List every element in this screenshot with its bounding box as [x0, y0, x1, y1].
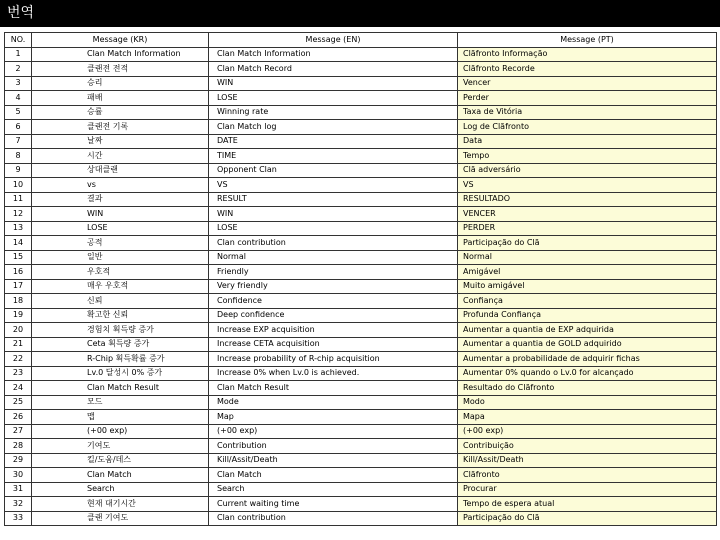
cell-en: Current waiting time [209, 497, 458, 512]
page-title: 번역 [0, 0, 720, 27]
cell-kr: 클랜 기여도 [32, 511, 209, 526]
cell-no: 21 [5, 337, 32, 352]
cell-pt: VENCER [458, 207, 717, 222]
cell-en: Normal [209, 250, 458, 265]
cell-en: Increase probability of R-chip acquisition [209, 352, 458, 367]
cell-pt: (+00 exp) [458, 424, 717, 439]
cell-kr: 승리 [32, 76, 209, 91]
cell-no: 4 [5, 91, 32, 106]
cell-no: 23 [5, 366, 32, 381]
table-row [5, 511, 717, 526]
cell-pt: Vencer [458, 76, 717, 91]
table-row [5, 294, 717, 309]
cell-no: 30 [5, 468, 32, 483]
table-row [5, 265, 717, 280]
table-row [5, 236, 717, 251]
cell-en: Contribution [209, 439, 458, 454]
cell-kr: Clan Match [32, 468, 209, 483]
cell-pt: Perder [458, 91, 717, 106]
cell-en: Increase 0% when Lv.0 is achieved. [209, 366, 458, 381]
cell-no: 17 [5, 279, 32, 294]
cell-no: 19 [5, 308, 32, 323]
cell-no: 7 [5, 134, 32, 149]
cell-kr: 패배 [32, 91, 209, 106]
column-header-no: NO. [5, 33, 32, 48]
cell-no: 26 [5, 410, 32, 425]
cell-kr: Clan Match Result [32, 381, 209, 396]
cell-en: RESULT [209, 192, 458, 207]
cell-kr: Ceta 획득량 증가 [32, 337, 209, 352]
cell-en: Clan Match Result [209, 381, 458, 396]
table-row [5, 91, 717, 106]
table-row [5, 468, 717, 483]
cell-en: Opponent Clan [209, 163, 458, 178]
cell-no: 22 [5, 352, 32, 367]
table-row [5, 482, 717, 497]
cell-pt: Clã adversário [458, 163, 717, 178]
table-row [5, 410, 717, 425]
cell-en: Winning rate [209, 105, 458, 120]
table-row [5, 381, 717, 396]
table-row [5, 207, 717, 222]
cell-en: Very friendly [209, 279, 458, 294]
cell-kr: 승률 [32, 105, 209, 120]
cell-pt: Aumentar 0% quando o Lv.0 for alcançado [458, 366, 717, 381]
cell-pt: Modo [458, 395, 717, 410]
column-header-pt: Message (PT) [458, 33, 717, 48]
cell-en: TIME [209, 149, 458, 164]
table-row [5, 323, 717, 338]
cell-kr: 상대클랜 [32, 163, 209, 178]
table-row [5, 424, 717, 439]
table-row [5, 250, 717, 265]
cell-no: 24 [5, 381, 32, 396]
cell-en: Clan contribution [209, 511, 458, 526]
table-row [5, 178, 717, 193]
column-header-en: Message (EN) [209, 33, 458, 48]
cell-no: 12 [5, 207, 32, 222]
cell-kr: R-Chip 획득확률 증가 [32, 352, 209, 367]
table-row [5, 134, 717, 149]
table-row [5, 337, 717, 352]
cell-kr: 확고한 신뢰 [32, 308, 209, 323]
table-row [5, 105, 717, 120]
table-row [5, 62, 717, 77]
cell-kr: vs [32, 178, 209, 193]
cell-no: 29 [5, 453, 32, 468]
cell-kr: 시간 [32, 149, 209, 164]
cell-kr: (+00 exp) [32, 424, 209, 439]
cell-pt: Tempo [458, 149, 717, 164]
cell-en: DATE [209, 134, 458, 149]
cell-pt: Kill/Assit/Death [458, 453, 717, 468]
table-row [5, 352, 717, 367]
cell-no: 18 [5, 294, 32, 309]
cell-no: 32 [5, 497, 32, 512]
cell-kr: 경험치 획득량 증가 [32, 323, 209, 338]
cell-kr: Clan Match Information [32, 47, 209, 62]
cell-en: Clan Match Information [209, 47, 458, 62]
cell-kr: 클랜전 기록 [32, 120, 209, 135]
cell-pt: Tempo de espera atual [458, 497, 717, 512]
cell-pt: RESULTADO [458, 192, 717, 207]
table-row [5, 308, 717, 323]
cell-no: 10 [5, 178, 32, 193]
table-row [5, 453, 717, 468]
cell-pt: Data [458, 134, 717, 149]
cell-en: Increase CETA acquisition [209, 337, 458, 352]
cell-pt: Taxa de Vitória [458, 105, 717, 120]
cell-pt: Procurar [458, 482, 717, 497]
cell-en: Friendly [209, 265, 458, 280]
table-row [5, 221, 717, 236]
cell-kr: 매우 우호적 [32, 279, 209, 294]
cell-en: Increase EXP acquisition [209, 323, 458, 338]
table-row [5, 439, 717, 454]
cell-en: Deep confidence [209, 308, 458, 323]
cell-kr: WIN [32, 207, 209, 222]
cell-en: (+00 exp) [209, 424, 458, 439]
cell-no: 14 [5, 236, 32, 251]
cell-kr: 일반 [32, 250, 209, 265]
table-row [5, 120, 717, 135]
cell-pt: VS [458, 178, 717, 193]
cell-pt: Clãfronto Informação [458, 47, 717, 62]
cell-en: Clan Match log [209, 120, 458, 135]
cell-pt: Mapa [458, 410, 717, 425]
cell-no: 20 [5, 323, 32, 338]
cell-no: 27 [5, 424, 32, 439]
cell-pt: Participação do Clã [458, 236, 717, 251]
cell-kr: 현재 대기시간 [32, 497, 209, 512]
cell-no: 15 [5, 250, 32, 265]
cell-no: 25 [5, 395, 32, 410]
cell-en: LOSE [209, 91, 458, 106]
cell-pt: Amigável [458, 265, 717, 280]
cell-no: 8 [5, 149, 32, 164]
cell-en: WIN [209, 76, 458, 91]
cell-en: Clan Match [209, 468, 458, 483]
cell-en: Map [209, 410, 458, 425]
cell-en: WIN [209, 207, 458, 222]
cell-pt: Confiança [458, 294, 717, 309]
cell-en: Kill/Assit/Death [209, 453, 458, 468]
table-row [5, 192, 717, 207]
cell-kr: LOSE [32, 221, 209, 236]
cell-pt: Aumentar a probabilidade de adquirir fichas [458, 352, 717, 367]
cell-en: VS [209, 178, 458, 193]
cell-kr: 맵 [32, 410, 209, 425]
cell-no: 31 [5, 482, 32, 497]
cell-kr: 킬/도움/데스 [32, 453, 209, 468]
table-header-row [5, 33, 717, 48]
cell-no: 1 [5, 47, 32, 62]
cell-no: 2 [5, 62, 32, 77]
cell-en: Clan contribution [209, 236, 458, 251]
cell-kr: 기여도 [32, 439, 209, 454]
cell-no: 11 [5, 192, 32, 207]
cell-kr: 공적 [32, 236, 209, 251]
cell-pt: PERDER [458, 221, 717, 236]
cell-kr: 모드 [32, 395, 209, 410]
cell-no: 3 [5, 76, 32, 91]
cell-pt: Participação do Clã [458, 511, 717, 526]
table-row [5, 279, 717, 294]
cell-pt: Clãfronto [458, 468, 717, 483]
cell-en: Clan Match Record [209, 62, 458, 77]
cell-no: 28 [5, 439, 32, 454]
translation-table [4, 32, 717, 526]
cell-pt: Normal [458, 250, 717, 265]
cell-kr: 신뢰 [32, 294, 209, 309]
cell-kr: Lv.0 달성시 0% 증가 [32, 366, 209, 381]
cell-no: 13 [5, 221, 32, 236]
table-row [5, 366, 717, 381]
cell-no: 5 [5, 105, 32, 120]
cell-no: 6 [5, 120, 32, 135]
table-row [5, 163, 717, 178]
cell-pt: Contribuição [458, 439, 717, 454]
cell-no: 16 [5, 265, 32, 280]
cell-no: 33 [5, 511, 32, 526]
cell-pt: Profunda Confiança [458, 308, 717, 323]
table-row [5, 47, 717, 62]
cell-en: LOSE [209, 221, 458, 236]
table-row [5, 395, 717, 410]
cell-kr: 클랜전 전적 [32, 62, 209, 77]
cell-pt: Resultado do Clãfronto [458, 381, 717, 396]
column-header-kr: Message (KR) [32, 33, 209, 48]
table-row [5, 149, 717, 164]
cell-en: Confidence [209, 294, 458, 309]
cell-pt: Muito amigável [458, 279, 717, 294]
cell-kr: 날짜 [32, 134, 209, 149]
cell-kr: 결과 [32, 192, 209, 207]
cell-pt: Aumentar a quantia de EXP adquirida [458, 323, 717, 338]
table-row [5, 76, 717, 91]
cell-en: Search [209, 482, 458, 497]
cell-en: Mode [209, 395, 458, 410]
cell-kr: Search [32, 482, 209, 497]
table-row [5, 497, 717, 512]
cell-pt: Aumentar a quantia de GOLD adquirido [458, 337, 717, 352]
cell-no: 9 [5, 163, 32, 178]
cell-pt: Clãfronto Recorde [458, 62, 717, 77]
cell-kr: 우호적 [32, 265, 209, 280]
cell-pt: Log de Clãfronto [458, 120, 717, 135]
